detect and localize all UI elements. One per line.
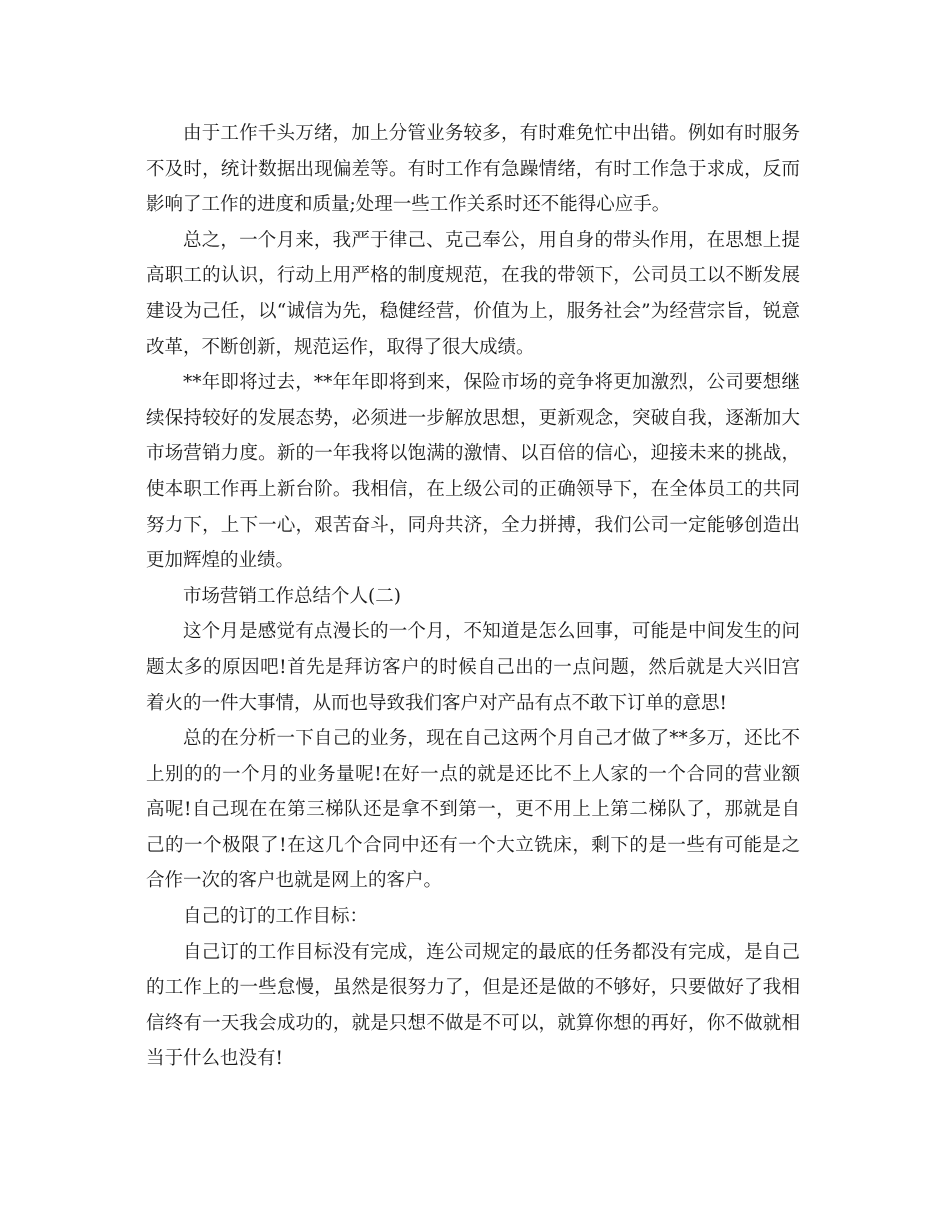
subheading-work-goals: 自己的订的工作目标：	[183, 906, 369, 928]
section-heading: 市场营销工作总结个人(二)	[183, 585, 401, 607]
paragraph-outlook: **年即将过去，**年年即将到来，保险市场的竞争将更加激烈，公司要想继续保持较好的发展态势，必须进一步解放思想，更新观念，突破自我，逐渐加大市场营销力度。新的一年我将以饱满的激情、以百倍的信心，迎接未来的挑战，使本职工作再上新台阶。我相信，在上级公司的正确领导下，在全体员工的共同努力下，上下一心，艰苦奋斗，同舟共济，全力拼搏，我们公司一定能够创造出更加辉煌的业绩。	[146, 372, 800, 572]
paragraph-work-shortcomings: 由于工作千头万绪，加上分管业务较多，有时难免忙中出错。例如有时服务不及时，统计数据出现偏差等。有时工作有急躁情绪，有时工作急于求成，反而影响了工作的进度和质量;处理一些工作关系时还不能得心应手。	[146, 123, 800, 216]
paragraph-goals-review: 自己订的工作目标没有完成，连公司规定的最底的任务都没有完成，是自己的工作上的一些怠慢，虽然是很努力了，但是还是做的不够好，只要做好了我相信终有一天我会成功的，就是只想不做是不可以，就算你想的再好，你不做就相当于什么也没有!	[146, 941, 800, 1070]
paragraph-business-analysis: 总的在分析一下自己的业务，现在自己这两个月自己才做了**多万，还比不上别的的一个月的业务量呢!在好一点的就是还比不上人家的一个合同的营业额高呢!自己现在在第三梯队还是拿不到第一，更不用上上第二梯队了，那就是自己的一个极限了!在这几个合同中还有一个大立铣床，剩下的是一些有可能是之合作一次的客户也就是网上的客户。	[146, 728, 800, 892]
paragraph-month-review: 这个月是感觉有点漫长的一个月，不知道是怎么回事，可能是中间发生的问题太多的原因吧!首先是拜访客户的时候自己出的一点问题，然后就是大兴旧宫着火的一件大事情，从而也导致我们客户对产品有点不敢下订单的意思!	[146, 621, 800, 714]
paragraph-summary: 总之，一个月来，我严于律己、克己奉公，用自身的带头作用，在思想上提高职工的认识，行动上用严格的制度规范，在我的带领下，公司员工以不断发展建设为己任，以“诚信为先，稳健经营，价值为上，服务社会”为经营宗旨，锐意改革，不断创新，规范运作，取得了很大成绩。	[146, 229, 800, 358]
document-body	[146, 116, 800, 1077]
